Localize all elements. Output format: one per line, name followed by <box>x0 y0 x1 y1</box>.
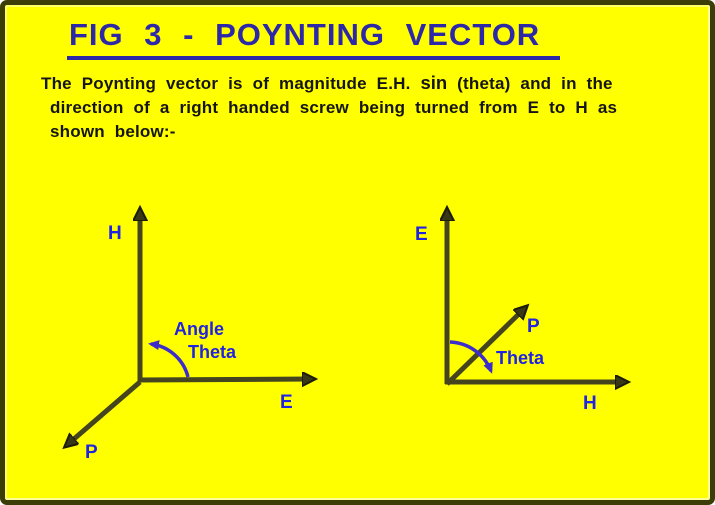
left-diagonal-label: P <box>85 442 98 463</box>
right-diagonal-arrow <box>447 308 525 384</box>
description-line-1: The Poynting vector is of magnitude E.H. sin (theta) and in the <box>41 72 613 93</box>
left-angle-label: Angle Theta <box>174 319 237 362</box>
vector-diagrams <box>5 5 715 505</box>
description-line-3: shown below:- <box>50 122 176 141</box>
left-right-axis-arrow <box>138 379 312 380</box>
left-diagonal-arrow <box>67 382 140 445</box>
right-up-axis-label: E <box>415 224 428 245</box>
right-right-axis-label: H <box>583 393 597 414</box>
page-title: FIG 3 - POYNTING VECTOR <box>67 17 560 60</box>
right-diagonal-label: P <box>527 316 540 337</box>
right-angle-label: Theta <box>496 348 545 368</box>
sin-term: sin <box>420 72 448 93</box>
left-right-axis-label: E <box>280 392 293 413</box>
left-up-axis-label: H <box>108 223 122 244</box>
description-line-2: direction of a right handed screw being turned from E to H as <box>50 98 618 117</box>
